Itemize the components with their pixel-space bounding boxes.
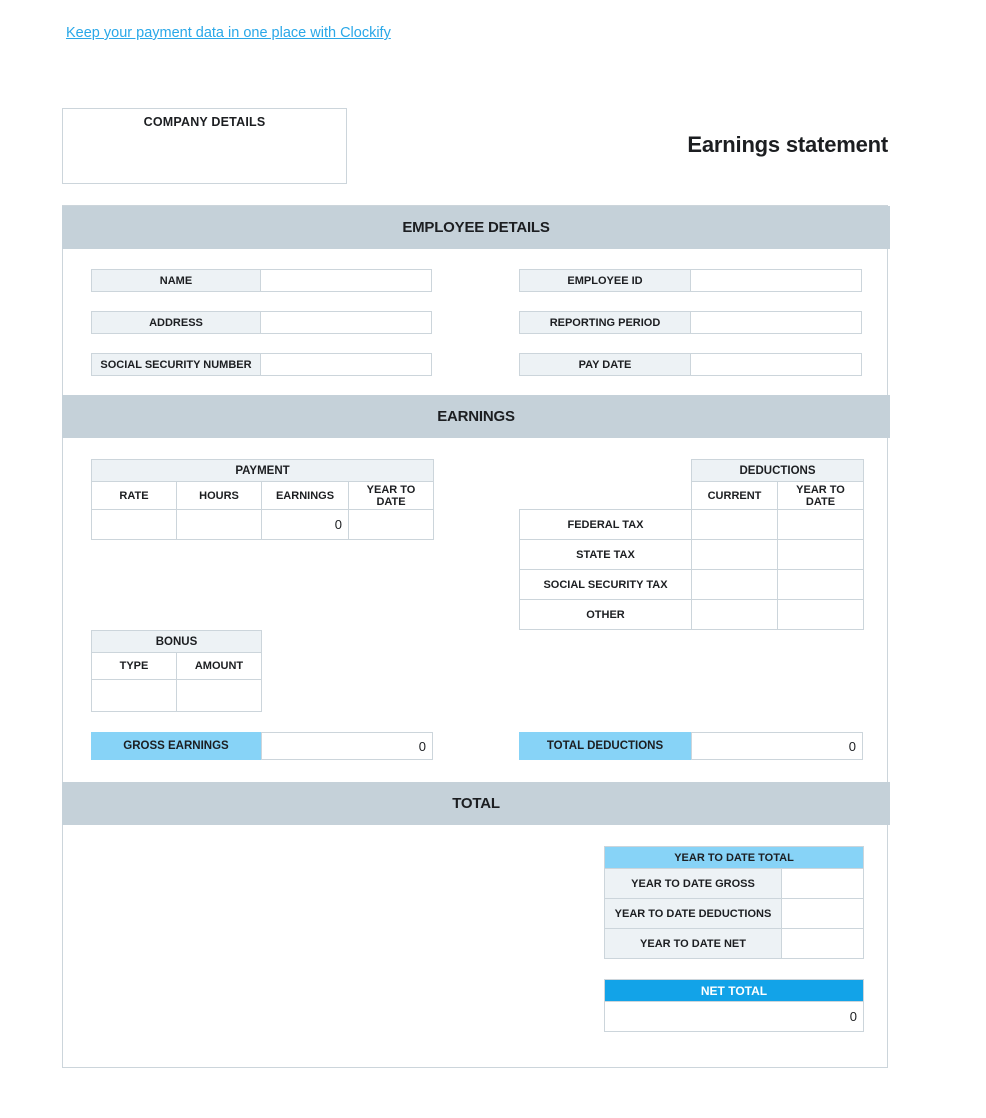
ytd-total-table xyxy=(604,846,864,959)
payment-table-title: PAYMENT xyxy=(92,460,434,482)
page-title: Earnings statement xyxy=(687,132,888,157)
reporting-period-label: REPORTING PERIOD xyxy=(519,311,691,334)
field-row-reporting-period xyxy=(519,311,862,334)
other-deduction-current-cell[interactable] xyxy=(692,600,778,630)
ssn-label: SOCIAL SECURITY NUMBER xyxy=(91,353,261,376)
total-deductions-row xyxy=(519,732,863,760)
payment-col-ytd: YEAR TO DATE xyxy=(349,482,434,510)
ytd-net-label: YEAR TO DATE NET xyxy=(605,929,782,959)
net-total-cell[interactable]: 0 xyxy=(605,1002,864,1032)
address-label: ADDRESS xyxy=(91,311,261,334)
bonus-amount-cell[interactable] xyxy=(177,680,262,712)
section-header-employee-details: EMPLOYEE DETAILS xyxy=(62,206,890,249)
pay-date-field[interactable] xyxy=(690,353,862,376)
gross-earnings-value[interactable]: 0 xyxy=(261,732,433,760)
bonus-type-cell[interactable] xyxy=(92,680,177,712)
social-security-tax-current-cell[interactable] xyxy=(692,570,778,600)
ytd-total-title: YEAR TO DATE TOTAL xyxy=(605,847,864,869)
payment-col-rate: RATE xyxy=(92,482,177,510)
statement-body xyxy=(62,205,888,1068)
total-deductions-value[interactable]: 0 xyxy=(691,732,863,760)
field-row-employee-id xyxy=(519,269,862,292)
deductions-col-ytd: YEAR TO DATE xyxy=(778,482,864,510)
bonus-table xyxy=(91,630,262,712)
federal-tax-ytd-cell[interactable] xyxy=(778,510,864,540)
bonus-table-title: BONUS xyxy=(92,631,262,653)
social-security-tax-label: SOCIAL SECURITY TAX xyxy=(520,570,692,600)
state-tax-ytd-cell[interactable] xyxy=(778,540,864,570)
ssn-field[interactable] xyxy=(260,353,432,376)
employee-id-label: EMPLOYEE ID xyxy=(519,269,691,292)
state-tax-current-cell[interactable] xyxy=(692,540,778,570)
ytd-gross-cell[interactable] xyxy=(782,869,864,899)
payment-col-hours: HOURS xyxy=(177,482,262,510)
payment-rate-cell[interactable] xyxy=(92,510,177,540)
other-deduction-ytd-cell[interactable] xyxy=(778,600,864,630)
company-details-label: COMPANY DETAILS xyxy=(143,115,266,129)
section-header-earnings: EARNINGS xyxy=(62,395,890,438)
address-field[interactable] xyxy=(260,311,432,334)
payment-table xyxy=(91,459,434,540)
name-field[interactable] xyxy=(260,269,432,292)
field-row-name xyxy=(91,269,432,292)
section-header-total: TOTAL xyxy=(62,782,890,825)
ytd-deductions-cell[interactable] xyxy=(782,899,864,929)
field-row-pay-date xyxy=(519,353,862,376)
pay-date-label: PAY DATE xyxy=(519,353,691,376)
total-deductions-label: TOTAL DEDUCTIONS xyxy=(519,732,691,760)
deductions-table-title: DEDUCTIONS xyxy=(692,460,864,482)
net-total-title: NET TOTAL xyxy=(605,980,864,1002)
federal-tax-label: FEDERAL TAX xyxy=(520,510,692,540)
social-security-tax-ytd-cell[interactable] xyxy=(778,570,864,600)
state-tax-label: STATE TAX xyxy=(520,540,692,570)
field-row-ssn xyxy=(91,353,432,376)
net-total-table xyxy=(604,979,864,1032)
ytd-net-cell[interactable] xyxy=(782,929,864,959)
clockify-promo-link[interactable]: Keep your payment data in one place with Clockify xyxy=(66,25,391,41)
company-details-box[interactable] xyxy=(62,108,347,184)
gross-earnings-row xyxy=(91,732,433,760)
deductions-table xyxy=(519,459,864,630)
payment-hours-cell[interactable] xyxy=(177,510,262,540)
deductions-blank-corner xyxy=(520,460,692,482)
deductions-blank-corner xyxy=(520,482,692,510)
gross-earnings-label: GROSS EARNINGS xyxy=(91,732,261,760)
payment-earnings-cell[interactable]: 0 xyxy=(262,510,349,540)
ytd-deductions-label: YEAR TO DATE DEDUCTIONS xyxy=(605,899,782,929)
payment-col-earnings: EARNINGS xyxy=(262,482,349,510)
ytd-gross-label: YEAR TO DATE GROSS xyxy=(605,869,782,899)
deductions-col-current: CURRENT xyxy=(692,482,778,510)
payment-ytd-cell[interactable] xyxy=(349,510,434,540)
field-row-address xyxy=(91,311,432,334)
other-deduction-label: OTHER xyxy=(520,600,692,630)
federal-tax-current-cell[interactable] xyxy=(692,510,778,540)
employee-id-field[interactable] xyxy=(690,269,862,292)
name-label: NAME xyxy=(91,269,261,292)
bonus-col-amount: AMOUNT xyxy=(177,653,262,680)
bonus-col-type: TYPE xyxy=(92,653,177,680)
reporting-period-field[interactable] xyxy=(690,311,862,334)
